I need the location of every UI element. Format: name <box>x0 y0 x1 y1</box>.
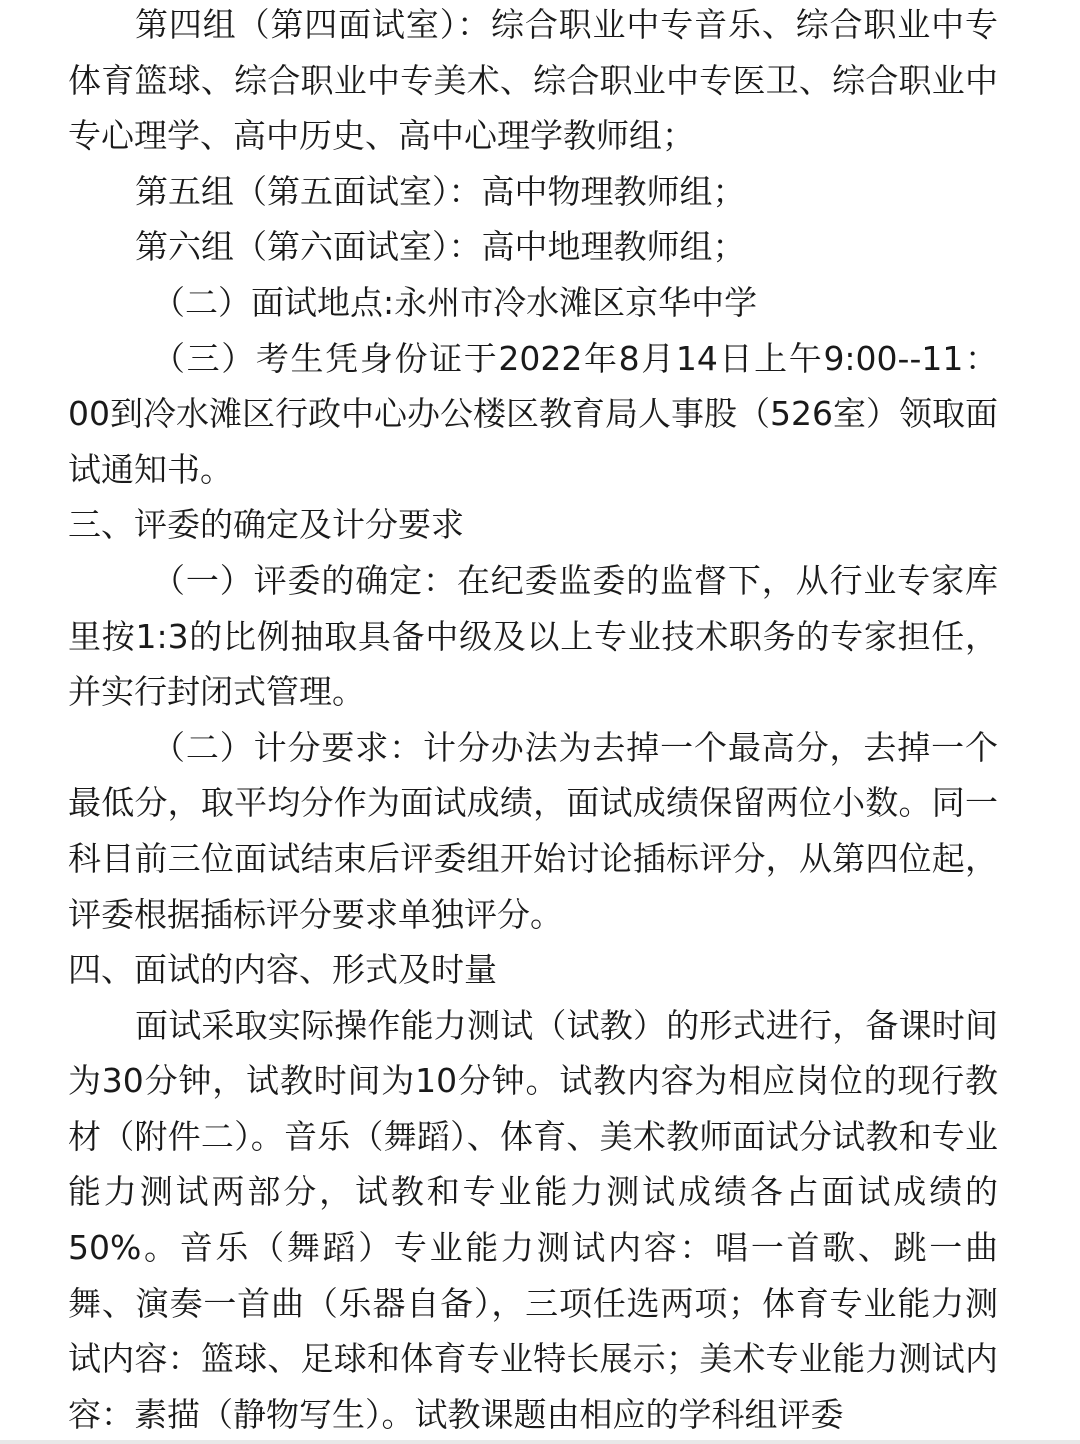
paragraph-group-five: 第五组（第五面试室）：高中物理教师组； <box>135 171 746 211</box>
bottom-divider <box>0 1440 1080 1444</box>
paragraph-interview-location: （二）面试地点:永州市冷水滩区京华中学 <box>152 282 758 322</box>
section-heading-judges: 三、评委的确定及计分要求 <box>68 505 464 545</box>
paragraph-judges-selection: （一）评委的确定：在纪委监委的监督下，从行业专家库里按1:3的比例抽取具备中级及以上专业技术职务的专家担任，并实行封闭式管理。 <box>68 560 998 712</box>
paragraph-interview-content: 面试采取实际操作能力测试（试教）的形式进行，备课时间为30分钟，试教时间为10分钟。试教内容为相应岗位的现行教材（附件二）。音乐（舞蹈）、体育、美术教师面试分试教和专业能力测试两部分，试教和专业能力测试成绩各占面试成绩的50%。音乐（舞蹈）专业能力测试内容：唱一首歌、跳一曲舞、演奏一首曲（乐器自备），三项任选两项；体育专业能力测试内容：篮球、足球和体育专业特长展示；美术专业能力测试内容：素描（静物写生）。试教课题由相应的学科组评委 <box>68 1005 998 1434</box>
paragraph-group-six: 第六组（第六面试室）：高中地理教师组； <box>135 227 746 267</box>
paragraph-interview-notice: （三）考生凭身份证于2022年8月14日上午9:00--11：00到冷水滩区行政中心办公楼区教育局人事股（526室）领取面试通知书。 <box>68 338 998 489</box>
section-heading-content: 四、面试的内容、形式及时量 <box>68 950 497 990</box>
document-body <box>68 0 998 1442</box>
paragraph-group-four: 第四组（第四面试室）：综合职业中专音乐、综合职业中专体育篮球、综合职业中专美术、综合职业中专医卫、综合职业中专心理学、高中历史、高中心理学教师组； <box>68 5 998 156</box>
paragraph-scoring-requirements: （二）计分要求：计分办法为去掉一个最高分，去掉一个最低分，取平均分作为面试成绩，面试成绩保留两位小数。同一科目前三位面试结束后评委组开始讨论插标评分，从第四位起，评委根据插标评分要求单独评分。 <box>68 727 998 934</box>
